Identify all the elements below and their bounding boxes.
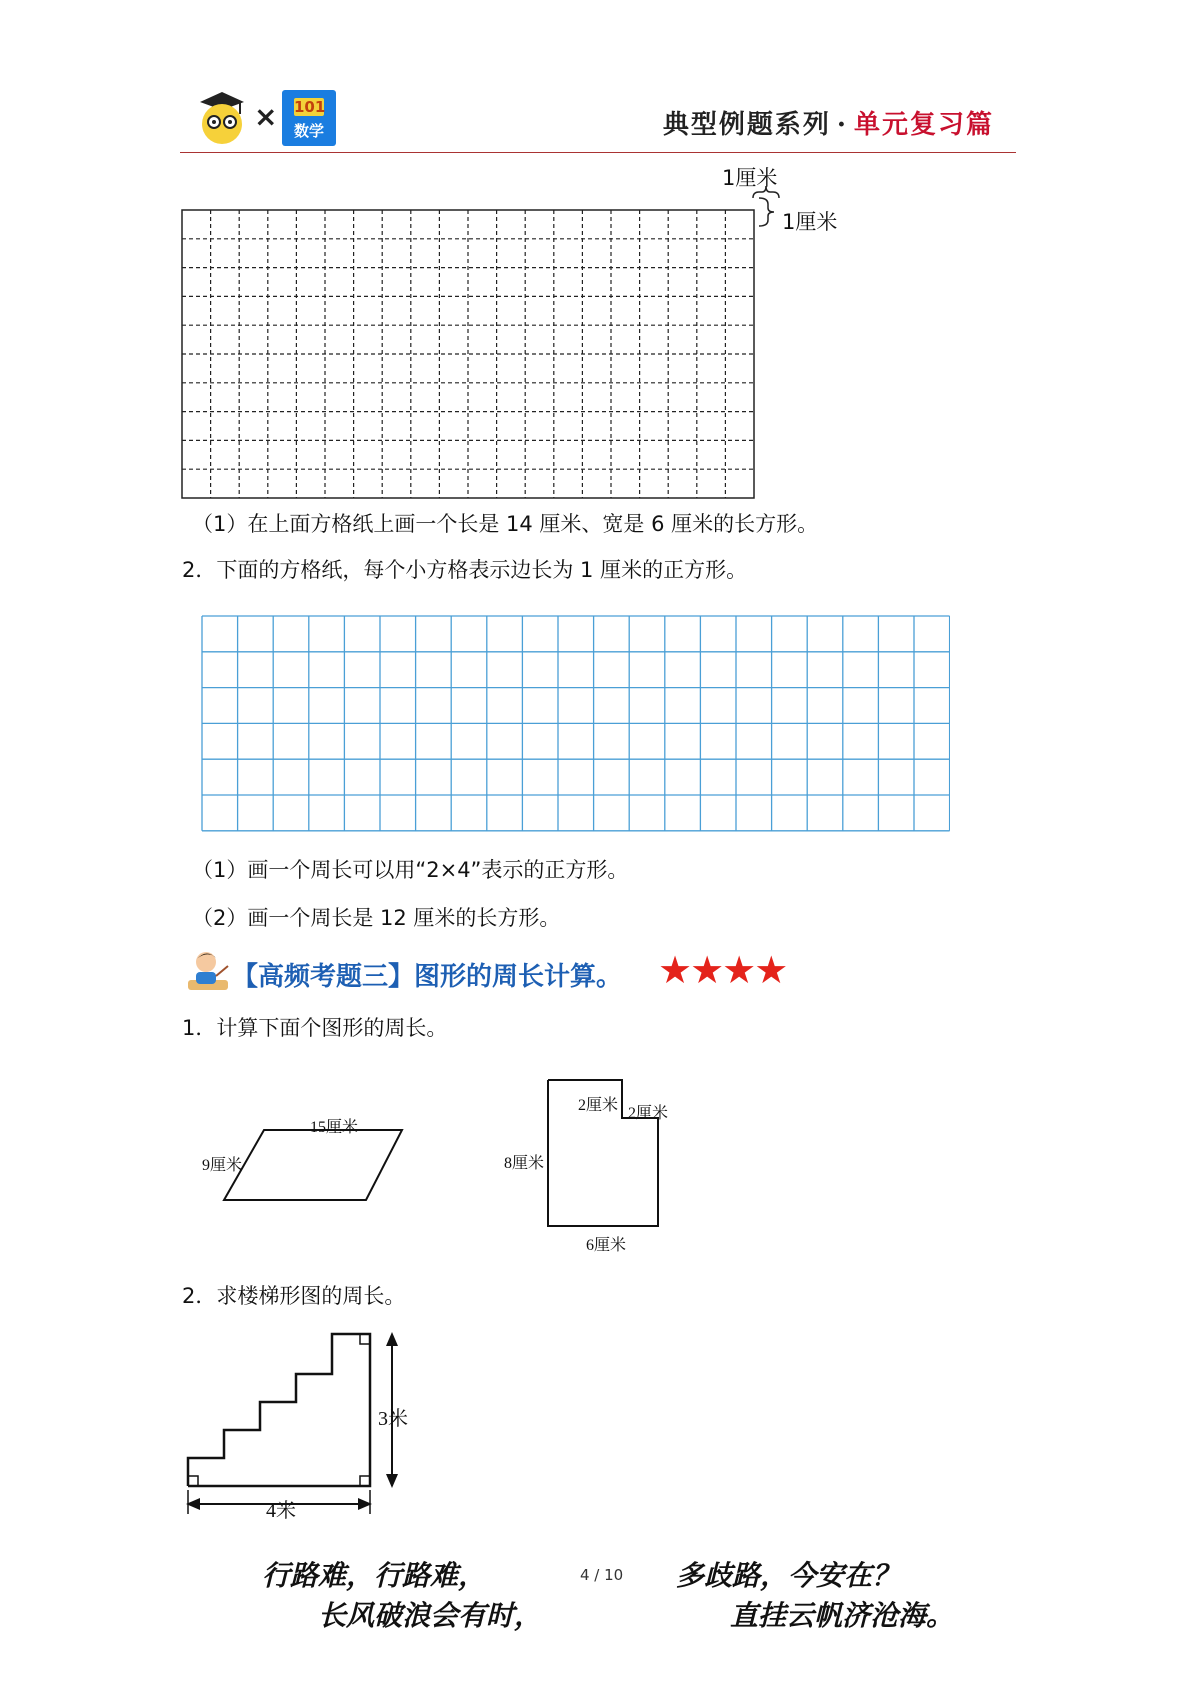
- math-101-logo: [282, 90, 336, 146]
- grid1-instruction: （1）在上面方格纸上画一个长是 14 厘米、宽是 6 厘米的长方形。: [192, 512, 819, 536]
- stairs-height-label: 3米: [378, 1408, 408, 1430]
- poem-line-4: 直挂云帆济沧海。: [730, 1599, 955, 1632]
- teacher-icon: [184, 946, 232, 996]
- difficulty-stars: ★★★★: [658, 948, 787, 992]
- notch-top-label: 2厘米: [578, 1097, 619, 1114]
- dashed-grid-paper: [178, 184, 798, 504]
- poem-line-2: 长风破浪会有时，: [318, 1599, 543, 1632]
- section3-q2: 2．求楼梯形图的周长。: [182, 1284, 406, 1308]
- owl-logo-icon: [196, 88, 248, 146]
- shape-left-label: 8厘米: [504, 1155, 545, 1172]
- parallelogram-left-label: 9厘米: [202, 1157, 243, 1174]
- parallelogram-top-label: 15厘米: [310, 1119, 359, 1136]
- blue-grid-paper: [200, 614, 950, 836]
- notch-side-label: 2厘米: [628, 1105, 669, 1122]
- poem-line-3: 多歧路，今安在？: [676, 1559, 901, 1592]
- stairs-width-label: 4米: [266, 1500, 296, 1522]
- logo-math-text: 数学: [293, 122, 324, 140]
- page-number: 4 / 10: [580, 1566, 624, 1584]
- grid1-top-unit-label: 1厘米: [722, 166, 778, 190]
- logo-separator: ×: [254, 100, 278, 133]
- logo-101-text: 101: [294, 98, 326, 116]
- header-divider: [180, 152, 1016, 153]
- question2-title: 2．下面的方格纸，每个小方格表示边长为 1 厘米的正方形。: [182, 558, 748, 582]
- question2-sub1: （1）画一个周长可以用“2×4”表示的正方形。: [192, 858, 629, 882]
- section3-q1: 1．计算下面个图形的周长。: [182, 1016, 448, 1040]
- shape-bottom-label: 6厘米: [586, 1237, 627, 1254]
- header-title: [663, 104, 994, 141]
- header-series: 典型例题系列: [662, 110, 831, 140]
- grid1-right-unit-label: 1厘米: [782, 210, 838, 234]
- section3-title: 【高频考题三】图形的周长计算。: [232, 962, 623, 992]
- header-dot: ·: [836, 110, 848, 140]
- question2-sub2: （2）画一个周长是 12 厘米的长方形。: [192, 906, 561, 930]
- header-unit-review: 单元复习篇: [853, 110, 994, 140]
- poem-line-1: 行路难，行路难，: [262, 1559, 487, 1592]
